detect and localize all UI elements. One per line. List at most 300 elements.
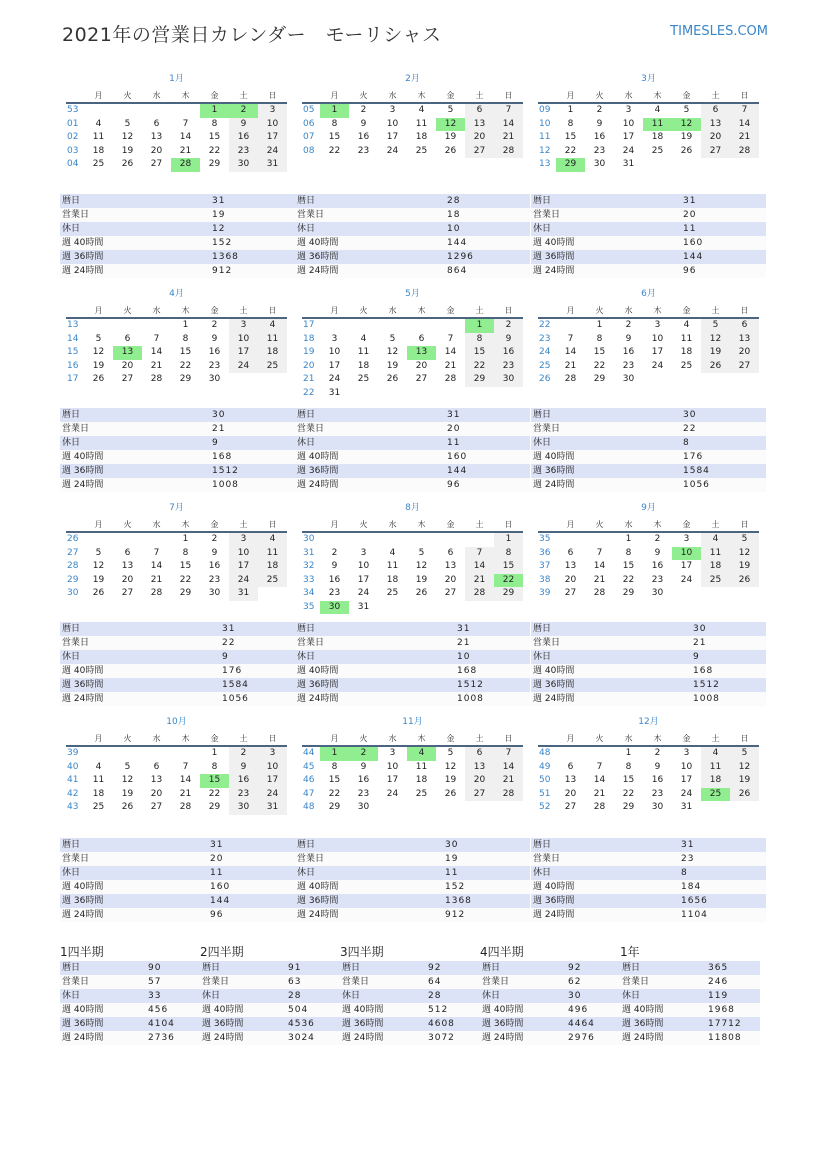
day-cell[interactable]: 26 bbox=[92, 374, 105, 384]
day-cell[interactable]: 10 bbox=[386, 118, 399, 129]
day-cell[interactable]: 25 bbox=[680, 360, 693, 371]
day-cell[interactable]: 18 bbox=[415, 132, 428, 142]
day-cell[interactable]: 5 bbox=[683, 105, 690, 115]
day-cell[interactable]: 9 bbox=[596, 118, 603, 129]
holiday-cell[interactable]: 1 bbox=[200, 103, 229, 118]
day-cell[interactable]: 3 bbox=[389, 105, 396, 115]
day-cell[interactable]: 28 bbox=[593, 588, 606, 598]
day-cell[interactable]: 5 bbox=[95, 333, 102, 344]
day-cell[interactable]: 5 bbox=[730, 532, 759, 547]
day-cell[interactable]: 4 bbox=[701, 532, 730, 547]
day-cell[interactable]: 27 bbox=[444, 588, 457, 598]
day-cell[interactable]: 22 bbox=[593, 360, 606, 371]
day-cell[interactable]: 23 bbox=[328, 588, 341, 598]
day-cell[interactable]: 30 bbox=[229, 801, 258, 815]
day-cell[interactable]: 10 bbox=[229, 333, 258, 347]
day-cell[interactable]: 21 bbox=[494, 131, 523, 145]
day-cell[interactable]: 3 bbox=[683, 534, 690, 544]
day-cell[interactable]: 13 bbox=[444, 561, 457, 571]
holiday-cell[interactable]: 4 bbox=[407, 746, 436, 761]
day-cell[interactable]: 12 bbox=[415, 561, 428, 571]
day-cell[interactable]: 2 bbox=[331, 547, 338, 558]
day-cell[interactable]: 10 bbox=[357, 561, 370, 571]
day-cell[interactable]: 22 bbox=[465, 360, 494, 374]
day-cell[interactable]: 28 bbox=[494, 788, 523, 802]
day-cell[interactable]: 28 bbox=[730, 145, 759, 159]
day-cell[interactable]: 27 bbox=[564, 802, 577, 812]
day-cell[interactable]: 17 bbox=[680, 775, 693, 785]
day-cell[interactable]: 20 bbox=[121, 360, 134, 371]
holiday-cell[interactable]: 10 bbox=[672, 547, 701, 561]
day-cell[interactable]: 19 bbox=[730, 560, 759, 574]
day-cell[interactable]: 9 bbox=[211, 333, 218, 344]
day-cell[interactable]: 11 bbox=[92, 775, 105, 785]
day-cell[interactable]: 24 bbox=[328, 374, 341, 384]
day-cell[interactable]: 25 bbox=[386, 588, 399, 598]
day-cell[interactable]: 17 bbox=[357, 574, 370, 585]
day-cell[interactable]: 31 bbox=[622, 159, 635, 169]
day-cell[interactable]: 13 bbox=[150, 775, 163, 785]
day-cell[interactable]: 24 bbox=[386, 788, 399, 799]
day-cell[interactable]: 16 bbox=[651, 561, 664, 571]
holiday-cell[interactable]: 15 bbox=[200, 774, 229, 788]
day-cell[interactable]: 30 bbox=[494, 373, 523, 387]
day-cell[interactable]: 16 bbox=[229, 774, 258, 788]
day-cell[interactable]: 11 bbox=[680, 333, 693, 344]
holiday-cell[interactable]: 1 bbox=[320, 103, 349, 118]
day-cell[interactable]: 17 bbox=[622, 132, 635, 142]
day-cell[interactable]: 9 bbox=[211, 547, 218, 558]
day-cell[interactable]: 13 bbox=[701, 118, 730, 132]
day-cell[interactable]: 3 bbox=[258, 746, 287, 761]
day-cell[interactable]: 18 bbox=[258, 346, 287, 360]
day-cell[interactable]: 5 bbox=[124, 118, 131, 129]
day-cell[interactable]: 20 bbox=[150, 145, 163, 156]
day-cell[interactable]: 16 bbox=[357, 132, 370, 142]
day-cell[interactable]: 23 bbox=[208, 574, 221, 585]
day-cell[interactable]: 14 bbox=[564, 347, 577, 357]
day-cell[interactable]: 31 bbox=[258, 158, 287, 172]
day-cell[interactable]: 7 bbox=[567, 333, 574, 344]
day-cell[interactable]: 23 bbox=[357, 788, 370, 799]
day-cell[interactable]: 18 bbox=[680, 347, 693, 357]
day-cell[interactable]: 21 bbox=[593, 574, 606, 585]
day-cell[interactable]: 10 bbox=[680, 761, 693, 772]
day-cell[interactable]: 7 bbox=[730, 103, 759, 118]
day-cell[interactable]: 9 bbox=[625, 333, 632, 344]
day-cell[interactable]: 20 bbox=[121, 574, 134, 585]
day-cell[interactable]: 31 bbox=[680, 802, 693, 812]
holiday-cell[interactable]: 29 bbox=[556, 158, 585, 172]
day-cell[interactable]: 29 bbox=[179, 588, 192, 598]
day-cell[interactable]: 1 bbox=[211, 748, 218, 758]
day-cell[interactable]: 5 bbox=[730, 746, 759, 761]
day-cell[interactable]: 6 bbox=[465, 103, 494, 118]
day-cell[interactable]: 30 bbox=[208, 588, 221, 598]
day-cell[interactable]: 19 bbox=[386, 360, 399, 371]
day-cell[interactable]: 8 bbox=[567, 118, 574, 129]
day-cell[interactable]: 6 bbox=[447, 547, 454, 558]
day-cell[interactable]: 2 bbox=[596, 105, 603, 115]
day-cell[interactable]: 28 bbox=[444, 374, 457, 384]
day-cell[interactable]: 27 bbox=[465, 788, 494, 802]
day-cell[interactable]: 24 bbox=[680, 574, 693, 585]
day-cell[interactable]: 7 bbox=[153, 547, 160, 558]
day-cell[interactable]: 19 bbox=[730, 774, 759, 788]
day-cell[interactable]: 27 bbox=[465, 145, 494, 159]
holiday-cell[interactable]: 2 bbox=[349, 746, 378, 761]
day-cell[interactable]: 15 bbox=[179, 561, 192, 571]
day-cell[interactable]: 1 bbox=[567, 105, 574, 115]
day-cell[interactable]: 31 bbox=[357, 601, 370, 612]
day-cell[interactable]: 28 bbox=[494, 145, 523, 159]
day-cell[interactable]: 6 bbox=[465, 746, 494, 761]
day-cell[interactable]: 17 bbox=[680, 561, 693, 571]
brand-logo[interactable]: TIMESLES.COM bbox=[670, 24, 768, 39]
day-cell[interactable]: 14 bbox=[593, 775, 606, 785]
day-cell[interactable]: 1 bbox=[596, 320, 603, 330]
day-cell[interactable]: 18 bbox=[92, 145, 105, 156]
day-cell[interactable]: 6 bbox=[124, 333, 131, 344]
day-cell[interactable]: 3 bbox=[683, 748, 690, 758]
day-cell[interactable]: 28 bbox=[593, 802, 606, 812]
day-cell[interactable]: 21 bbox=[444, 360, 457, 371]
day-cell[interactable]: 24 bbox=[229, 574, 258, 588]
day-cell[interactable]: 12 bbox=[92, 561, 105, 571]
day-cell[interactable]: 16 bbox=[357, 775, 370, 785]
day-cell[interactable]: 16 bbox=[622, 347, 635, 357]
day-cell[interactable]: 30 bbox=[357, 802, 370, 812]
day-cell[interactable]: 3 bbox=[360, 547, 367, 558]
day-cell[interactable]: 17 bbox=[386, 132, 399, 142]
day-cell[interactable]: 20 bbox=[701, 131, 730, 145]
day-cell[interactable]: 29 bbox=[622, 588, 635, 598]
day-cell[interactable]: 8 bbox=[211, 761, 218, 772]
day-cell[interactable]: 5 bbox=[389, 333, 396, 344]
day-cell[interactable]: 3 bbox=[654, 320, 661, 330]
day-cell[interactable]: 11 bbox=[701, 761, 730, 775]
day-cell[interactable]: 26 bbox=[386, 374, 399, 384]
day-cell[interactable]: 4 bbox=[360, 333, 367, 344]
day-cell[interactable]: 20 bbox=[730, 346, 759, 360]
day-cell[interactable]: 26 bbox=[730, 574, 759, 588]
day-cell[interactable]: 30 bbox=[229, 158, 258, 172]
day-cell[interactable]: 10 bbox=[328, 347, 341, 357]
day-cell[interactable]: 20 bbox=[150, 788, 163, 799]
day-cell[interactable]: 11 bbox=[415, 761, 428, 772]
day-cell[interactable]: 14 bbox=[465, 560, 494, 574]
day-cell[interactable]: 7 bbox=[465, 547, 494, 561]
day-cell[interactable]: 25 bbox=[258, 360, 287, 374]
day-cell[interactable]: 15 bbox=[179, 347, 192, 357]
day-cell[interactable]: 25 bbox=[701, 574, 730, 588]
day-cell[interactable]: 5 bbox=[447, 105, 454, 115]
day-cell[interactable]: 21 bbox=[150, 360, 163, 371]
day-cell[interactable]: 5 bbox=[124, 761, 131, 772]
day-cell[interactable]: 7 bbox=[596, 761, 603, 772]
day-cell[interactable]: 23 bbox=[651, 574, 664, 585]
day-cell[interactable]: 12 bbox=[121, 132, 134, 142]
holiday-cell[interactable]: 11 bbox=[643, 118, 672, 132]
day-cell[interactable]: 13 bbox=[465, 118, 494, 132]
day-cell[interactable]: 27 bbox=[150, 159, 163, 169]
day-cell[interactable]: 21 bbox=[730, 131, 759, 145]
day-cell[interactable]: 20 bbox=[444, 574, 457, 585]
day-cell[interactable]: 26 bbox=[121, 159, 134, 169]
day-cell[interactable]: 14 bbox=[730, 118, 759, 132]
day-cell[interactable]: 16 bbox=[328, 574, 341, 585]
day-cell[interactable]: 29 bbox=[179, 374, 192, 384]
day-cell[interactable]: 26 bbox=[92, 588, 105, 598]
day-cell[interactable]: 11 bbox=[258, 547, 287, 561]
day-cell[interactable]: 1 bbox=[182, 320, 189, 330]
day-cell[interactable]: 2 bbox=[654, 748, 661, 758]
day-cell[interactable]: 23 bbox=[651, 788, 664, 799]
day-cell[interactable]: 5 bbox=[418, 547, 425, 558]
day-cell[interactable]: 19 bbox=[444, 132, 457, 142]
day-cell[interactable]: 14 bbox=[179, 132, 192, 142]
day-cell[interactable]: 27 bbox=[730, 360, 759, 374]
day-cell[interactable]: 11 bbox=[386, 561, 399, 571]
day-cell[interactable]: 17 bbox=[651, 347, 664, 357]
day-cell[interactable]: 14 bbox=[179, 775, 192, 785]
day-cell[interactable]: 17 bbox=[229, 346, 258, 360]
day-cell[interactable]: 31 bbox=[258, 801, 287, 815]
day-cell[interactable]: 23 bbox=[357, 145, 370, 156]
day-cell[interactable]: 19 bbox=[444, 775, 457, 785]
day-cell[interactable]: 28 bbox=[564, 374, 577, 384]
day-cell[interactable]: 1 bbox=[625, 748, 632, 758]
day-cell[interactable]: 13 bbox=[730, 333, 759, 347]
holiday-cell[interactable]: 25 bbox=[701, 788, 730, 802]
day-cell[interactable]: 15 bbox=[328, 132, 341, 142]
day-cell[interactable]: 5 bbox=[447, 748, 454, 758]
day-cell[interactable]: 25 bbox=[92, 159, 105, 169]
day-cell[interactable]: 2 bbox=[211, 320, 218, 330]
day-cell[interactable]: 30 bbox=[622, 374, 635, 384]
day-cell[interactable]: 26 bbox=[701, 360, 730, 374]
day-cell[interactable]: 22 bbox=[179, 574, 192, 585]
day-cell[interactable]: 21 bbox=[494, 774, 523, 788]
day-cell[interactable]: 27 bbox=[150, 802, 163, 812]
day-cell[interactable]: 28 bbox=[150, 588, 163, 598]
day-cell[interactable]: 25 bbox=[258, 574, 287, 588]
day-cell[interactable]: 27 bbox=[564, 588, 577, 598]
day-cell[interactable]: 22 bbox=[328, 788, 341, 799]
day-cell[interactable]: 10 bbox=[651, 333, 664, 344]
day-cell[interactable]: 15 bbox=[328, 775, 341, 785]
day-cell[interactable]: 2 bbox=[494, 318, 523, 333]
day-cell[interactable]: 22 bbox=[564, 145, 577, 156]
day-cell[interactable]: 29 bbox=[208, 159, 221, 169]
day-cell[interactable]: 3 bbox=[625, 105, 632, 115]
day-cell[interactable]: 19 bbox=[92, 574, 105, 585]
day-cell[interactable]: 19 bbox=[680, 132, 693, 142]
day-cell[interactable]: 21 bbox=[150, 574, 163, 585]
day-cell[interactable]: 12 bbox=[701, 333, 730, 347]
day-cell[interactable]: 25 bbox=[415, 788, 428, 799]
day-cell[interactable]: 19 bbox=[701, 346, 730, 360]
day-cell[interactable]: 22 bbox=[622, 574, 635, 585]
day-cell[interactable]: 14 bbox=[150, 561, 163, 571]
day-cell[interactable]: 31 bbox=[229, 587, 258, 601]
day-cell[interactable]: 17 bbox=[328, 360, 341, 371]
day-cell[interactable]: 29 bbox=[328, 802, 341, 812]
day-cell[interactable]: 20 bbox=[564, 788, 577, 799]
day-cell[interactable]: 10 bbox=[622, 118, 635, 129]
day-cell[interactable]: 22 bbox=[208, 145, 221, 156]
day-cell[interactable]: 21 bbox=[564, 360, 577, 371]
day-cell[interactable]: 18 bbox=[357, 360, 370, 371]
day-cell[interactable]: 20 bbox=[564, 574, 577, 585]
day-cell[interactable]: 6 bbox=[418, 333, 425, 344]
day-cell[interactable]: 8 bbox=[465, 333, 494, 347]
holiday-cell[interactable]: 1 bbox=[465, 318, 494, 333]
day-cell[interactable]: 22 bbox=[328, 145, 341, 156]
day-cell[interactable]: 11 bbox=[357, 347, 370, 357]
holiday-cell[interactable]: 22 bbox=[494, 574, 523, 588]
day-cell[interactable]: 8 bbox=[596, 333, 603, 344]
day-cell[interactable]: 17 bbox=[229, 560, 258, 574]
day-cell[interactable]: 12 bbox=[730, 547, 759, 561]
day-cell[interactable]: 10 bbox=[386, 761, 399, 772]
day-cell[interactable]: 20 bbox=[465, 774, 494, 788]
day-cell[interactable]: 7 bbox=[494, 103, 523, 118]
day-cell[interactable]: 4 bbox=[418, 105, 425, 115]
day-cell[interactable]: 28 bbox=[465, 587, 494, 601]
day-cell[interactable]: 23 bbox=[229, 788, 258, 802]
day-cell[interactable]: 2 bbox=[229, 746, 258, 761]
day-cell[interactable]: 23 bbox=[622, 360, 635, 371]
day-cell[interactable]: 15 bbox=[494, 560, 523, 574]
day-cell[interactable]: 16 bbox=[208, 561, 221, 571]
day-cell[interactable]: 7 bbox=[182, 761, 189, 772]
day-cell[interactable]: 14 bbox=[150, 347, 163, 357]
day-cell[interactable]: 18 bbox=[415, 775, 428, 785]
day-cell[interactable]: 13 bbox=[121, 561, 134, 571]
day-cell[interactable]: 19 bbox=[121, 145, 134, 156]
day-cell[interactable]: 26 bbox=[444, 788, 457, 799]
day-cell[interactable]: 18 bbox=[92, 788, 105, 799]
day-cell[interactable]: 24 bbox=[386, 145, 399, 156]
day-cell[interactable]: 30 bbox=[593, 159, 606, 169]
day-cell[interactable]: 7 bbox=[596, 547, 603, 558]
holiday-cell[interactable]: 13 bbox=[113, 346, 142, 360]
day-cell[interactable]: 22 bbox=[179, 360, 192, 371]
day-cell[interactable]: 24 bbox=[622, 145, 635, 156]
day-cell[interactable]: 4 bbox=[258, 318, 287, 333]
day-cell[interactable]: 17 bbox=[386, 775, 399, 785]
day-cell[interactable]: 9 bbox=[654, 761, 661, 772]
day-cell[interactable]: 16 bbox=[208, 347, 221, 357]
day-cell[interactable]: 1 bbox=[182, 534, 189, 544]
day-cell[interactable]: 23 bbox=[229, 145, 258, 159]
day-cell[interactable]: 6 bbox=[730, 318, 759, 333]
day-cell[interactable]: 24 bbox=[680, 788, 693, 799]
day-cell[interactable]: 8 bbox=[331, 118, 338, 129]
day-cell[interactable]: 2 bbox=[625, 320, 632, 330]
day-cell[interactable]: 18 bbox=[701, 560, 730, 574]
holiday-cell[interactable]: 30 bbox=[320, 601, 349, 615]
day-cell[interactable]: 29 bbox=[465, 373, 494, 387]
day-cell[interactable]: 9 bbox=[331, 561, 338, 571]
day-cell[interactable]: 6 bbox=[153, 118, 160, 129]
day-cell[interactable]: 21 bbox=[179, 145, 192, 156]
day-cell[interactable]: 8 bbox=[331, 761, 338, 772]
day-cell[interactable]: 27 bbox=[121, 588, 134, 598]
day-cell[interactable]: 31 bbox=[328, 387, 341, 398]
day-cell[interactable]: 9 bbox=[229, 118, 258, 132]
day-cell[interactable]: 6 bbox=[701, 103, 730, 118]
day-cell[interactable]: 13 bbox=[564, 561, 577, 571]
day-cell[interactable]: 14 bbox=[494, 118, 523, 132]
day-cell[interactable]: 7 bbox=[494, 746, 523, 761]
day-cell[interactable]: 7 bbox=[182, 118, 189, 129]
day-cell[interactable]: 26 bbox=[121, 802, 134, 812]
day-cell[interactable]: 11 bbox=[415, 118, 428, 129]
day-cell[interactable]: 25 bbox=[651, 145, 664, 156]
day-cell[interactable]: 27 bbox=[701, 145, 730, 159]
day-cell[interactable]: 17 bbox=[258, 131, 287, 145]
day-cell[interactable]: 5 bbox=[95, 547, 102, 558]
day-cell[interactable]: 15 bbox=[622, 561, 635, 571]
day-cell[interactable]: 8 bbox=[182, 547, 189, 558]
day-cell[interactable]: 16 bbox=[229, 131, 258, 145]
day-cell[interactable]: 6 bbox=[124, 547, 131, 558]
day-cell[interactable]: 9 bbox=[229, 761, 258, 775]
day-cell[interactable]: 29 bbox=[494, 587, 523, 601]
day-cell[interactable]: 11 bbox=[258, 333, 287, 347]
day-cell[interactable]: 3 bbox=[229, 318, 258, 333]
day-cell[interactable]: 13 bbox=[564, 775, 577, 785]
day-cell[interactable]: 8 bbox=[625, 761, 632, 772]
day-cell[interactable]: 30 bbox=[208, 374, 221, 384]
day-cell[interactable]: 19 bbox=[92, 360, 105, 371]
day-cell[interactable]: 4 bbox=[654, 105, 661, 115]
day-cell[interactable]: 15 bbox=[208, 132, 221, 142]
day-cell[interactable]: 21 bbox=[179, 788, 192, 799]
day-cell[interactable]: 12 bbox=[92, 347, 105, 357]
day-cell[interactable]: 24 bbox=[651, 360, 664, 371]
day-cell[interactable]: 11 bbox=[701, 547, 730, 561]
day-cell[interactable]: 29 bbox=[622, 802, 635, 812]
day-cell[interactable]: 19 bbox=[415, 574, 428, 585]
day-cell[interactable]: 6 bbox=[567, 547, 574, 558]
day-cell[interactable]: 16 bbox=[651, 775, 664, 785]
day-cell[interactable]: 13 bbox=[465, 761, 494, 775]
day-cell[interactable]: 4 bbox=[701, 746, 730, 761]
day-cell[interactable]: 20 bbox=[415, 360, 428, 371]
day-cell[interactable]: 21 bbox=[465, 574, 494, 588]
day-cell[interactable]: 8 bbox=[182, 333, 189, 344]
day-cell[interactable]: 24 bbox=[229, 360, 258, 374]
day-cell[interactable]: 15 bbox=[622, 775, 635, 785]
day-cell[interactable]: 14 bbox=[593, 561, 606, 571]
day-cell[interactable]: 24 bbox=[258, 788, 287, 802]
holiday-cell[interactable]: 13 bbox=[407, 346, 436, 360]
day-cell[interactable]: 10 bbox=[258, 761, 287, 775]
day-cell[interactable]: 23 bbox=[494, 360, 523, 374]
day-cell[interactable]: 4 bbox=[95, 761, 102, 772]
holiday-cell[interactable]: 12 bbox=[672, 118, 701, 132]
day-cell[interactable]: 12 bbox=[730, 761, 759, 775]
day-cell[interactable]: 12 bbox=[386, 347, 399, 357]
day-cell[interactable]: 6 bbox=[153, 761, 160, 772]
day-cell[interactable]: 29 bbox=[593, 374, 606, 384]
day-cell[interactable]: 30 bbox=[651, 588, 664, 598]
day-cell[interactable]: 15 bbox=[564, 132, 577, 142]
day-cell[interactable]: 19 bbox=[121, 788, 134, 799]
